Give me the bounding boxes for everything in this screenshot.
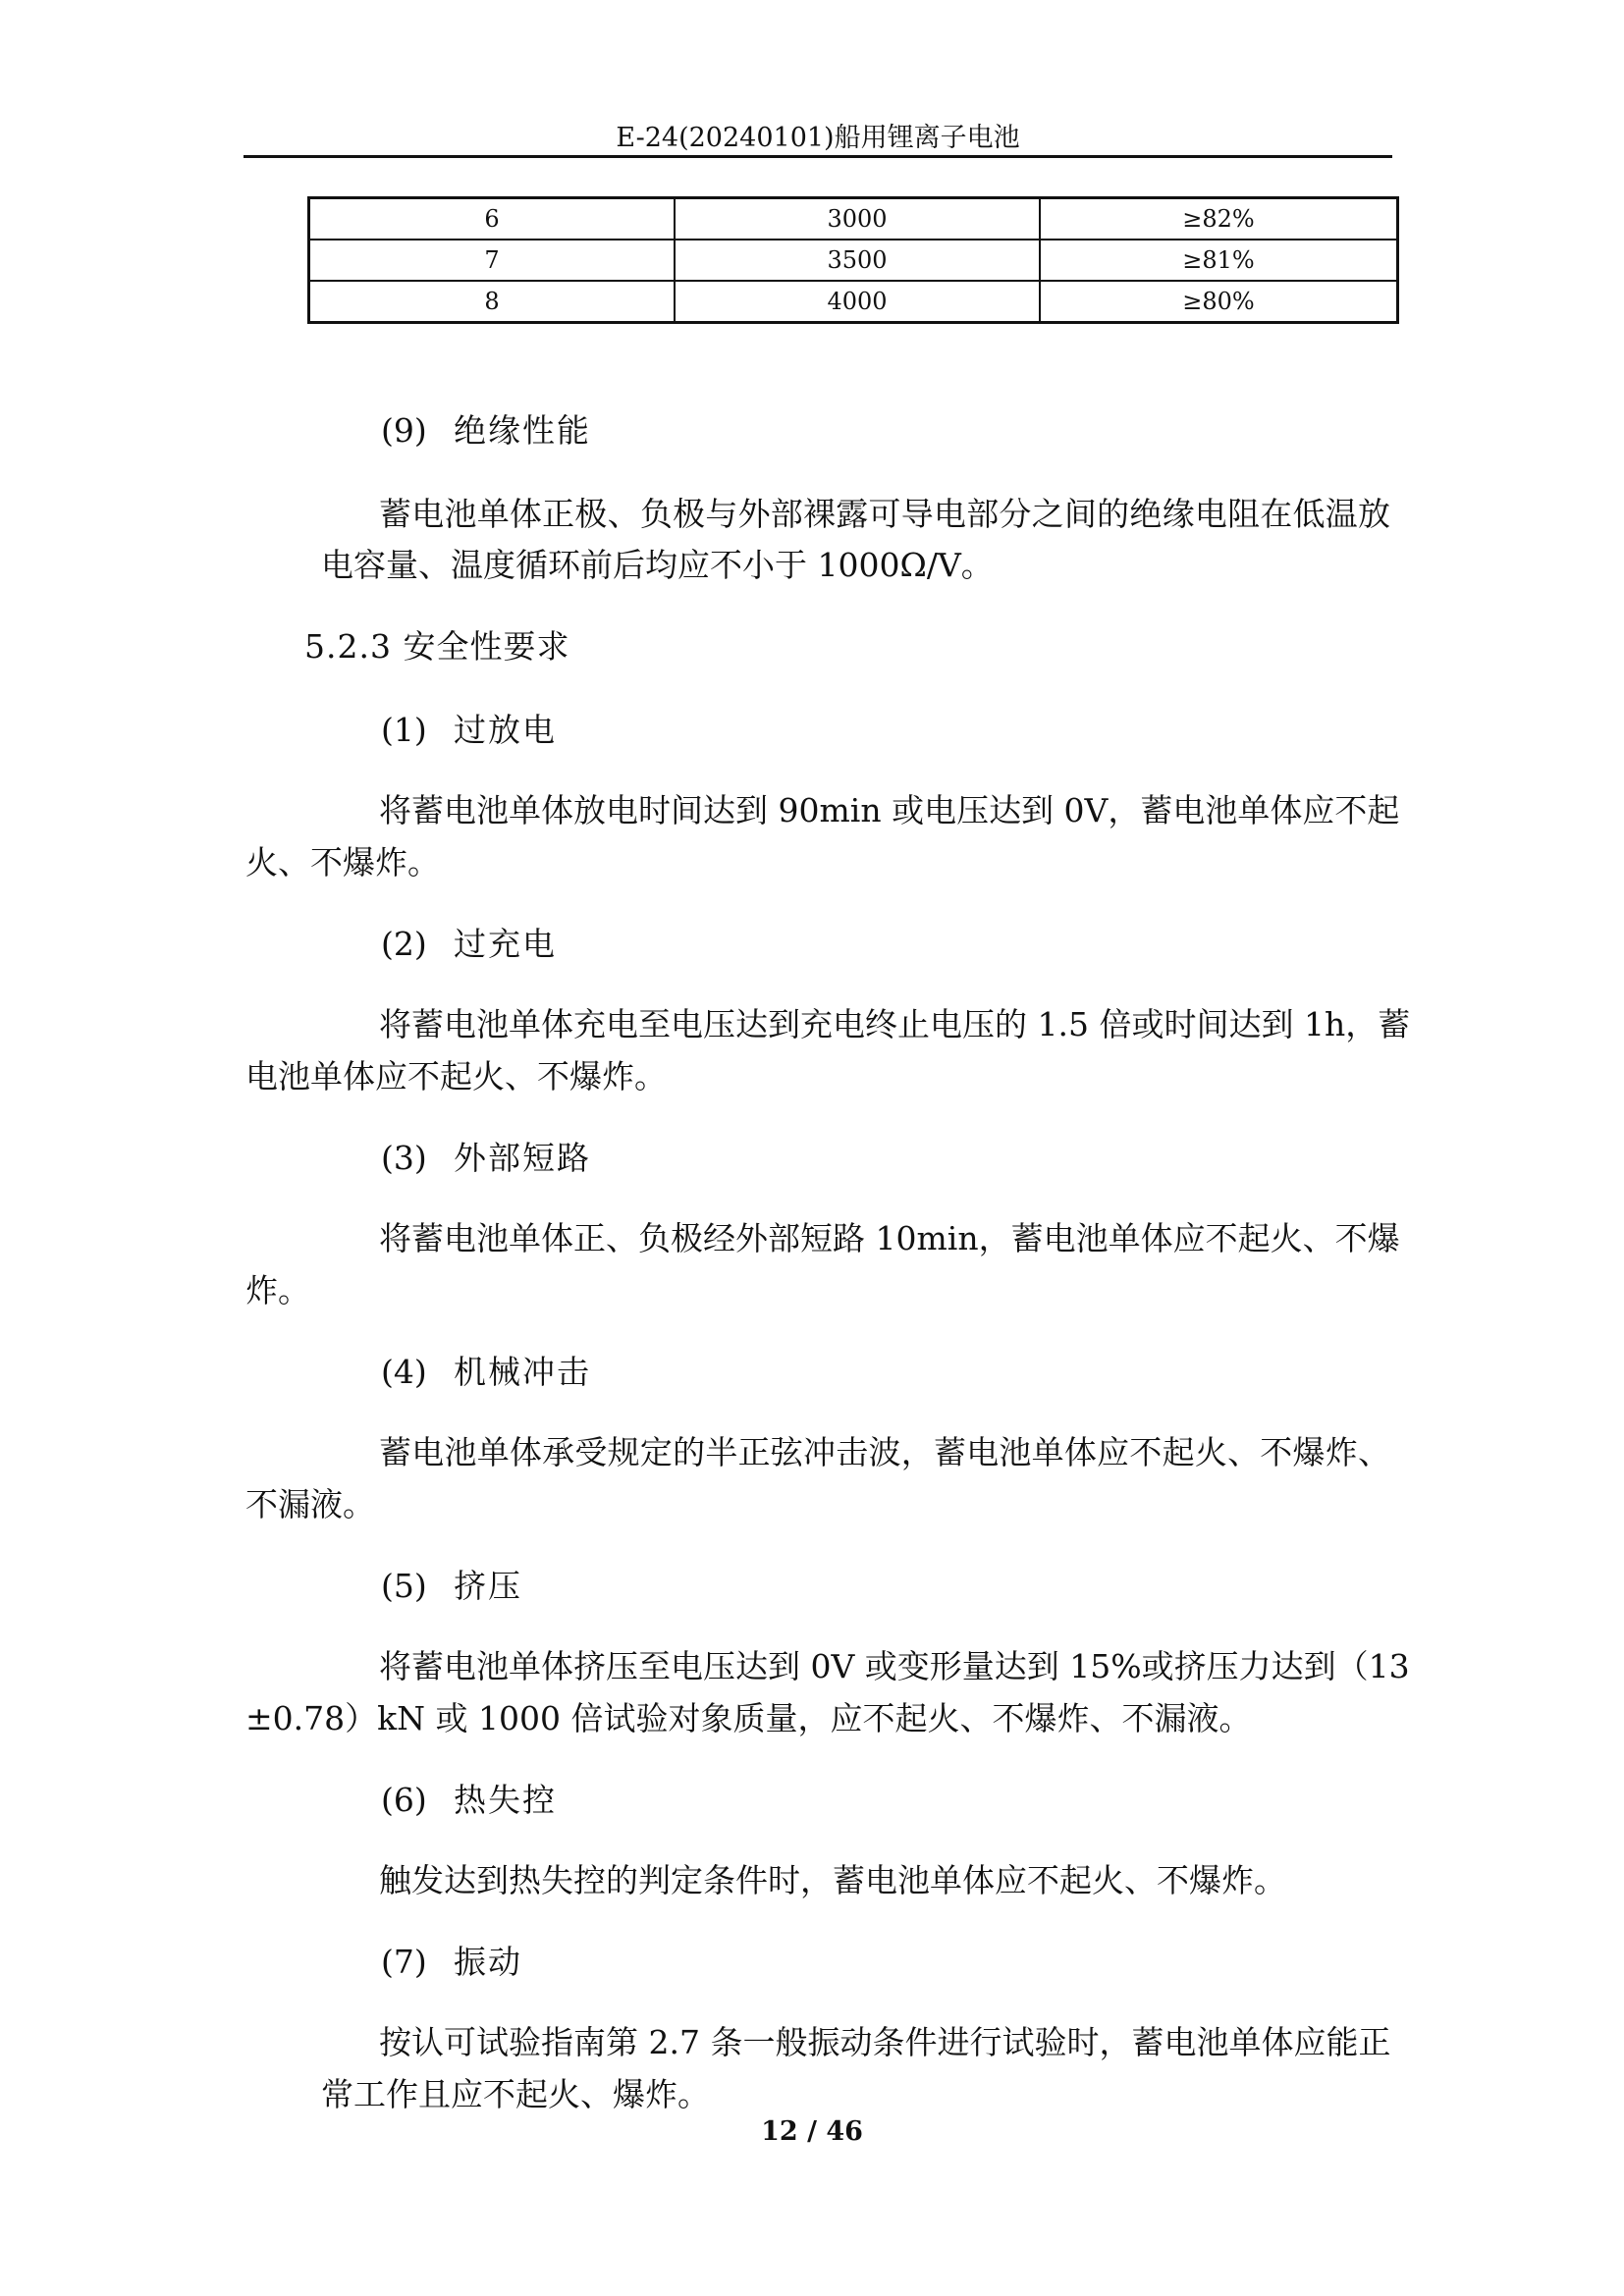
item-heading-insulation bbox=[381, 411, 591, 450]
item-heading-overdischarge bbox=[381, 711, 557, 749]
table-cell: ≥82% bbox=[1040, 198, 1398, 240]
page-number: 12 / 46 bbox=[761, 2116, 863, 2147]
item-heading-mechanical-shock bbox=[381, 1353, 591, 1391]
paragraph-line: 炸。 bbox=[245, 1271, 310, 1309]
table-row bbox=[309, 198, 1398, 240]
item-title: 热失控 bbox=[454, 1781, 557, 1819]
item-title: 外部短路 bbox=[454, 1139, 591, 1177]
item-number: (3) bbox=[381, 1139, 427, 1177]
page-header: E-24(20240101)船用锂离子电池 bbox=[616, 123, 1020, 153]
item-number: (4) bbox=[381, 1353, 427, 1391]
paragraph-line: 不漏液。 bbox=[245, 1485, 375, 1523]
item-number: (1) bbox=[381, 711, 427, 749]
item-title: 机械冲击 bbox=[454, 1353, 591, 1391]
paragraph-line: 蓄电池单体正极、负极与外部裸露可导电部分之间的绝缘电阻在低温放 bbox=[379, 495, 1390, 533]
table-row bbox=[309, 281, 1398, 323]
paragraph-line: 触发达到热失控的判定条件时，蓄电池单体应不起火、不爆炸。 bbox=[379, 1861, 1286, 1899]
paragraph-line: 火、不爆炸。 bbox=[245, 843, 440, 881]
item-number: (7) bbox=[381, 1943, 427, 1981]
item-title: 过放电 bbox=[454, 711, 557, 749]
table-row bbox=[309, 240, 1398, 281]
item-heading-short-circuit bbox=[381, 1139, 591, 1177]
paragraph-line: ±0.78）kN 或 1000 倍试验对象质量，应不起火、不爆炸、不漏液。 bbox=[245, 1699, 1252, 1737]
paragraph-line: 电容量、温度循环前后均应不小于 1000Ω/V。 bbox=[321, 546, 994, 584]
table-cell: 8 bbox=[309, 281, 676, 323]
item-number: (5) bbox=[381, 1567, 427, 1605]
item-title: 振动 bbox=[454, 1943, 522, 1981]
table-cell: 3500 bbox=[675, 240, 1040, 281]
paragraph-line: 将蓄电池单体充电至电压达到充电终止电压的 1.5 倍或时间达到 1h，蓄 bbox=[379, 1005, 1411, 1043]
item-number: (9) bbox=[381, 411, 427, 450]
item-heading-crush bbox=[381, 1567, 522, 1605]
paragraph-line: 将蓄电池单体正、负极经外部短路 10min，蓄电池单体应不起火、不爆 bbox=[379, 1219, 1400, 1257]
header-rule bbox=[244, 155, 1392, 158]
item-number: (2) bbox=[381, 925, 427, 963]
item-number: (6) bbox=[381, 1781, 427, 1819]
paragraph-line: 将蓄电池单体放电时间达到 90min 或电压达到 0V，蓄电池单体应不起 bbox=[379, 791, 1400, 829]
paragraph-line: 按认可试验指南第 2.7 条一般振动条件进行试验时，蓄电池单体应能正 bbox=[379, 2023, 1391, 2061]
paragraph-line: 将蓄电池单体挤压至电压达到 0V 或变形量达到 15%或挤压力达到（13 bbox=[379, 1647, 1410, 1685]
paragraph-line: 电池单体应不起火、不爆炸。 bbox=[245, 1057, 667, 1095]
item-title: 挤压 bbox=[454, 1567, 522, 1605]
cycle-table bbox=[307, 196, 1399, 324]
item-title: 过充电 bbox=[454, 925, 557, 963]
table-cell: ≥81% bbox=[1040, 240, 1398, 281]
item-title: 绝缘性能 bbox=[454, 411, 591, 450]
item-heading-vibration bbox=[381, 1943, 522, 1981]
section-heading: 5.2.3 安全性要求 bbox=[304, 627, 570, 666]
paragraph-line: 蓄电池单体承受规定的半正弦冲击波，蓄电池单体应不起火、不爆炸、 bbox=[379, 1433, 1390, 1471]
table-cell: 7 bbox=[309, 240, 676, 281]
item-heading-thermal-runaway bbox=[381, 1781, 557, 1819]
table-cell: 4000 bbox=[675, 281, 1040, 323]
table-cell: ≥80% bbox=[1040, 281, 1398, 323]
table-cell: 6 bbox=[309, 198, 676, 240]
table-cell: 3000 bbox=[675, 198, 1040, 240]
item-heading-overcharge bbox=[381, 925, 557, 963]
paragraph-line: 常工作且应不起火、爆炸。 bbox=[321, 2075, 710, 2113]
